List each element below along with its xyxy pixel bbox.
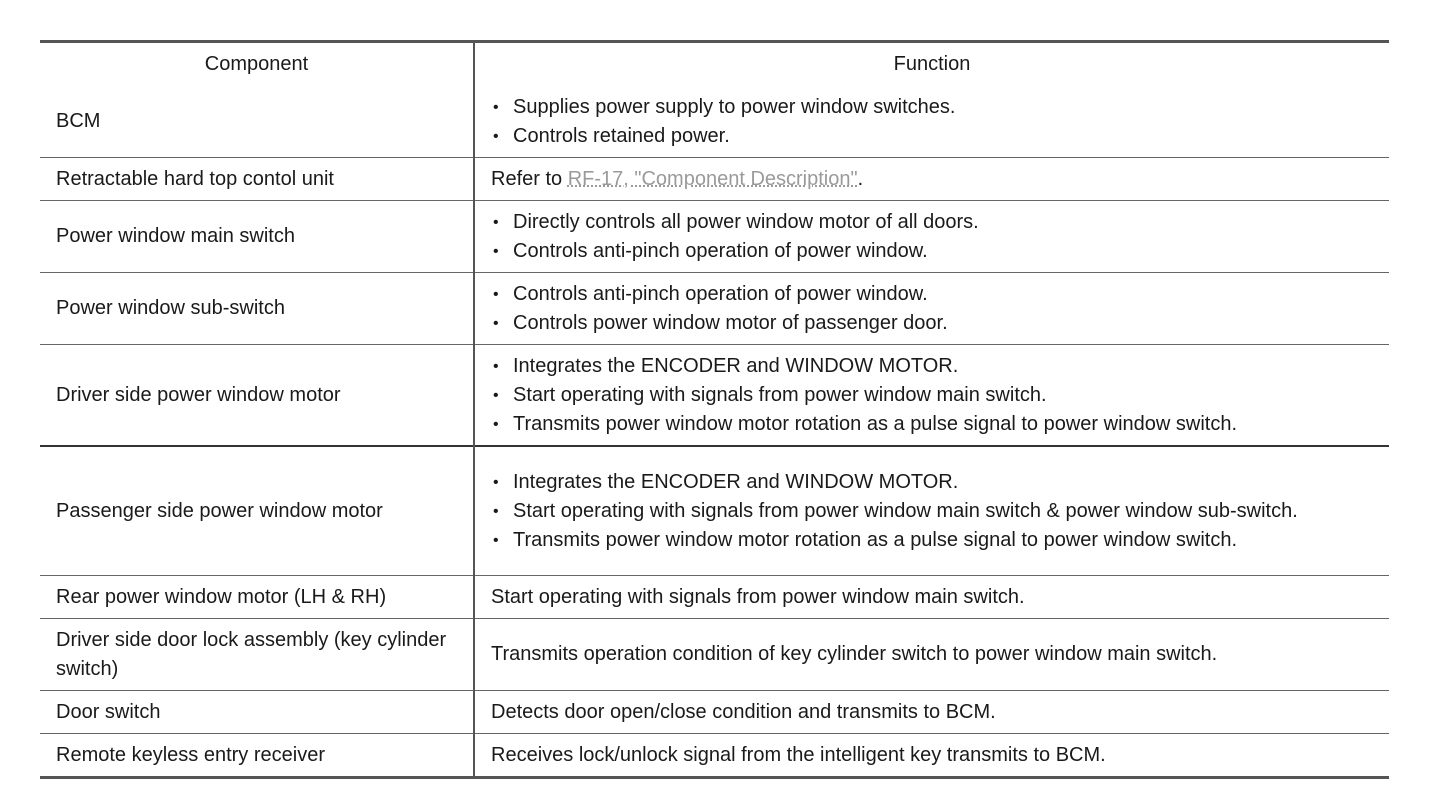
refer-suffix: . xyxy=(857,167,864,190)
function-bullet: • Transmits power window motor rotation as a pulse signal to power window switch. xyxy=(491,526,1373,555)
table-row xyxy=(40,734,1389,777)
table-row xyxy=(40,345,1389,447)
table-row xyxy=(40,619,1389,691)
table-row xyxy=(40,691,1389,734)
table-row xyxy=(40,86,1389,158)
function-cell xyxy=(474,345,1389,447)
component-cell: Power window sub-switch xyxy=(40,273,474,345)
header-function: Function xyxy=(893,53,971,75)
function-cell xyxy=(474,446,1389,576)
table-row xyxy=(40,446,1389,576)
component-cell: Driver side door lock assembly (key cylinder switch) xyxy=(40,619,474,691)
component-cell: Passenger side power window motor xyxy=(40,446,474,576)
function-bullet: • Directly controls all power window motor of all doors. xyxy=(491,208,1373,237)
function-cell: Receives lock/unlock signal from the intelligent key transmits to BCM. xyxy=(474,734,1389,777)
function-cell xyxy=(474,86,1389,158)
function-bullet: • Start operating with signals from power window main switch & power window sub-switch. xyxy=(491,497,1373,526)
function-cell: Detects door open/close condition and transmits to BCM. xyxy=(474,691,1389,734)
function-bullet: • Supplies power supply to power window switches. xyxy=(491,93,1373,122)
function-bullet: • Transmits power window motor rotation as a pulse signal to power window switch. xyxy=(491,410,1373,439)
function-cell xyxy=(474,201,1389,273)
component-cell: Rear power window motor (LH & RH) xyxy=(40,576,474,619)
function-cell: Transmits operation condition of key cylinder switch to power window main switch. xyxy=(474,619,1389,691)
component-cell: Remote keyless entry receiver xyxy=(40,734,474,777)
function-bullet: • Controls retained power. xyxy=(491,122,1373,151)
function-cell xyxy=(474,158,1389,201)
function-bullet: • Controls anti-pinch operation of power window. xyxy=(491,280,1373,309)
component-function-table xyxy=(40,43,1389,776)
function-bullet: • Controls anti-pinch operation of power window. xyxy=(491,237,1373,266)
component-cell: BCM xyxy=(40,86,474,158)
function-bullet: • Controls power window motor of passenger door. xyxy=(491,309,1373,338)
function-bullet: • Integrates the ENCODER and WINDOW MOTOR. xyxy=(491,468,1373,497)
component-description-link[interactable]: RF-17, "Component Description" xyxy=(567,167,858,190)
header-row xyxy=(40,43,1389,86)
component-cell: Power window main switch xyxy=(40,201,474,273)
component-cell: Door switch xyxy=(40,691,474,734)
function-bullet: • Start operating with signals from power window main switch. xyxy=(491,381,1373,410)
component-function-table-frame xyxy=(40,40,1389,779)
function-cell xyxy=(474,273,1389,345)
header-component: Component xyxy=(40,43,474,86)
component-cell: Retractable hard top contol unit xyxy=(40,158,474,201)
function-cell: Start operating with signals from power window main switch. xyxy=(474,576,1389,619)
table-row xyxy=(40,576,1389,619)
table-row xyxy=(40,201,1389,273)
function-bullet: • Integrates the ENCODER and WINDOW MOTOR. xyxy=(491,352,1373,381)
refer-prefix: Refer to xyxy=(491,167,568,190)
table-row xyxy=(40,273,1389,345)
component-cell: Driver side power window motor xyxy=(40,345,474,447)
table-row xyxy=(40,158,1389,201)
